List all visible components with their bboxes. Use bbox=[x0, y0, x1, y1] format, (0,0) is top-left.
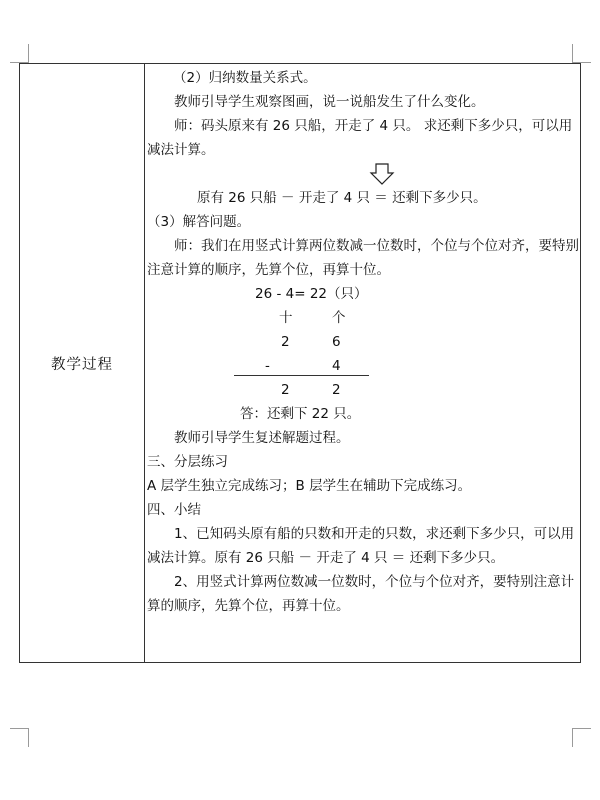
section-heading-2: （2）归纳数量关系式。 bbox=[173, 70, 317, 86]
crop-mark-top-right bbox=[572, 44, 591, 63]
down-arrow-icon bbox=[369, 163, 395, 185]
crop-mark-bottom-right bbox=[572, 728, 591, 747]
calc-rule-line bbox=[234, 375, 369, 376]
paragraph-teacher-example: 师：码头原来有 26 只船，开走了 4 只。 求还剩下多少只，可以用减法计算。 bbox=[147, 118, 573, 158]
vertical-calculation bbox=[147, 282, 579, 426]
row-label-teaching-process: 教学过程 bbox=[51, 356, 113, 373]
summary-point-2: 2、用竖式计算两位数减一位数时，个位与个位对齐，要特别注意计算的顺序，先算个位，再算十位。 bbox=[147, 574, 575, 614]
section-heading-layered-practice: 三、分层练习 bbox=[147, 454, 228, 470]
lesson-table bbox=[19, 63, 581, 663]
subtrahend-ones-digit: 4 bbox=[332, 358, 341, 374]
quantity-formula: 原有 26 只船 － 开走了 4 只 ＝ 还剩下多少只。 bbox=[197, 190, 487, 206]
result-tens-digit: 2 bbox=[281, 382, 290, 398]
crop-mark-top-left bbox=[10, 44, 29, 63]
calc-equation: 26 - 4= 22（只） bbox=[255, 286, 368, 302]
crop-mark-bottom-left bbox=[10, 728, 29, 747]
column-divider bbox=[144, 64, 145, 662]
summary-point-1: 1、已知码头原有船的只数和开走的只数，求还剩下多少只，可以用减法计算。原有 26 只船 － 开走了 4 只 ＝ 还剩下多少只。 bbox=[147, 526, 575, 566]
top-ones-digit: 6 bbox=[332, 334, 341, 350]
paragraph-practice-groups: A 层学生独立完成练习；B 层学生在辅助下完成练习。 bbox=[147, 478, 472, 494]
lesson-content bbox=[147, 66, 579, 618]
result-ones-digit: 2 bbox=[332, 382, 341, 398]
section-heading-3: （3）解答问题。 bbox=[147, 214, 251, 230]
paragraph-retell: 教师引导学生复述解题过程。 bbox=[174, 430, 350, 446]
calc-answer: 答：还剩下 22 只。 bbox=[240, 406, 361, 422]
arrow-row bbox=[147, 162, 579, 186]
paragraph-observe: 教师引导学生观察图画，说一说船发生了什么变化。 bbox=[174, 94, 485, 110]
paragraph-vertical-method: 师：我们在用竖式计算两位数减一位数时，个位与个位对齐，要特别注意计算的顺序，先算个位，再算十位。 bbox=[147, 238, 579, 278]
section-heading-summary: 四、小结 bbox=[147, 502, 201, 518]
ones-header: 个 bbox=[332, 310, 346, 326]
top-tens-digit: 2 bbox=[281, 334, 290, 350]
minus-sign: - bbox=[265, 358, 270, 374]
tens-header: 十 bbox=[279, 310, 293, 326]
